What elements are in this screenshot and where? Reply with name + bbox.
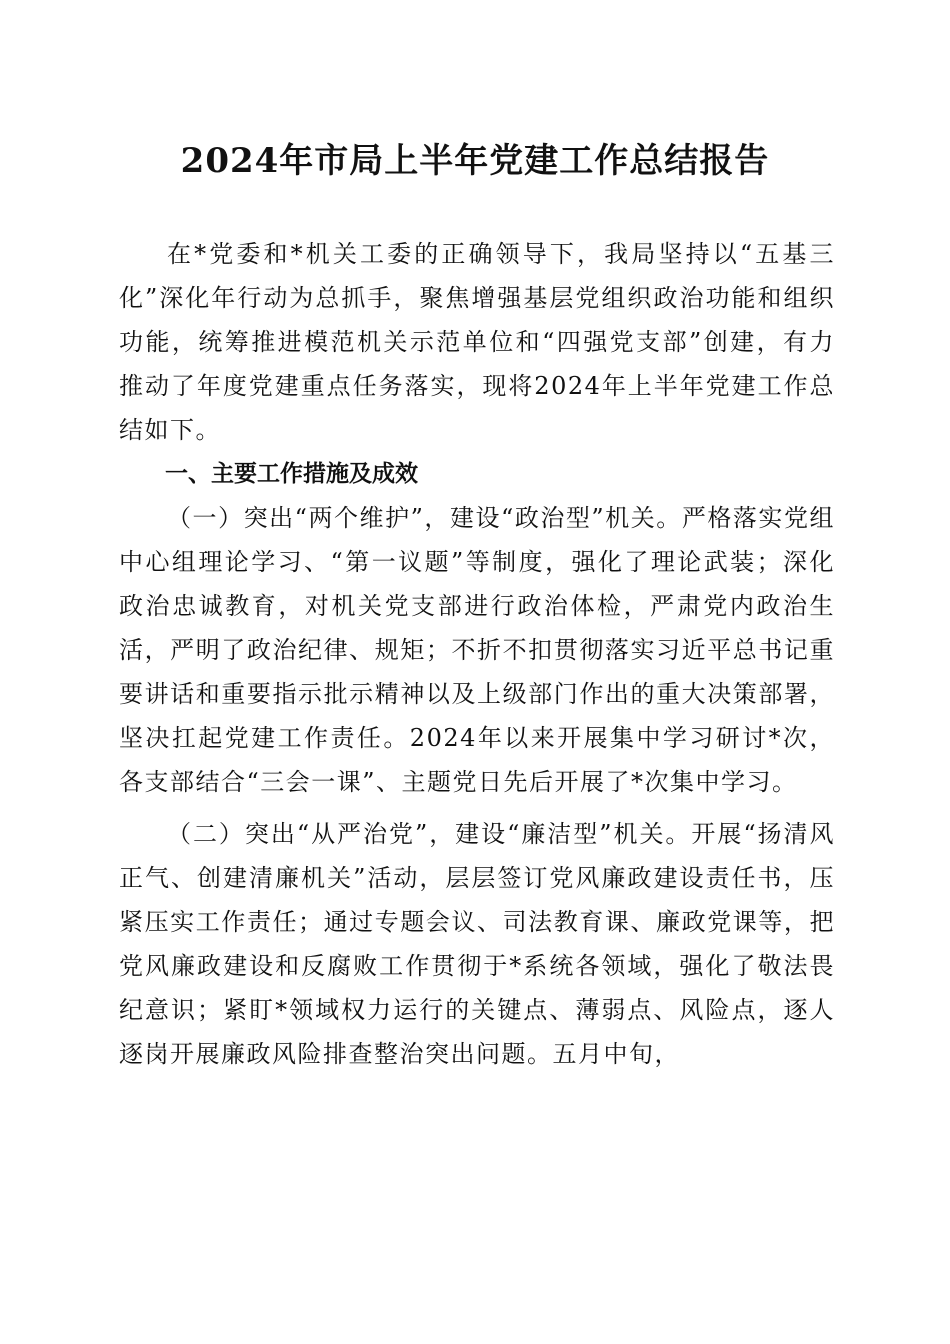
section-heading-1: 一、主要工作措施及成效	[165, 461, 418, 487]
document-title: 2024年市局上半年党建工作总结报告	[180, 141, 770, 181]
section-item-2: （二）突出“从严治党”，建设“廉洁型”机关。开展“扬清风正气、创建清廉机关”活动，层层签订党风廉政建设责任书，压紧压实工作责任；通过专题会议、司法教育课、廉政党课等，把党风廉政建设和反腐败工作贯彻于*系统各领域，强化了敬法畏纪意识；紧盯*领域权力运行的关键点、薄弱点、风险点，逐人逐岗开展廉政风险排查整治突出问题。五月中旬，	[119, 820, 835, 1068]
document-body	[119, 232, 835, 1076]
intro-paragraph: 在*党委和*机关工委的正确领导下，我局坚持以“五基三化”深化年行动为总抓手，聚焦增强基层党组织政治功能和组织功能，统筹推进模范机关示范单位和“四强党支部”创建，有力推动了年度党建重点任务落实，现将2024年上半年党建工作总结如下。	[119, 240, 835, 444]
paragraph-gap	[119, 804, 835, 812]
section-item-1: （一）突出“两个维护”，建设“政治型”机关。严格落实党组中心组理论学习、“第一议题”等制度，强化了理论武装；深化政治忠诚教育，对机关党支部进行政治体检，严肃党内政治生活，严明了政治纪律、规矩；不折不扣贯彻落实习近平总书记重要讲话和重要指示批示精神以及上级部门作出的重大决策部署，坚决扛起党建工作责任。2024年以来开展集中学习研讨*次，各支部结合“三会一课”、主题党日先后开展了*次集中学习。	[119, 504, 835, 796]
